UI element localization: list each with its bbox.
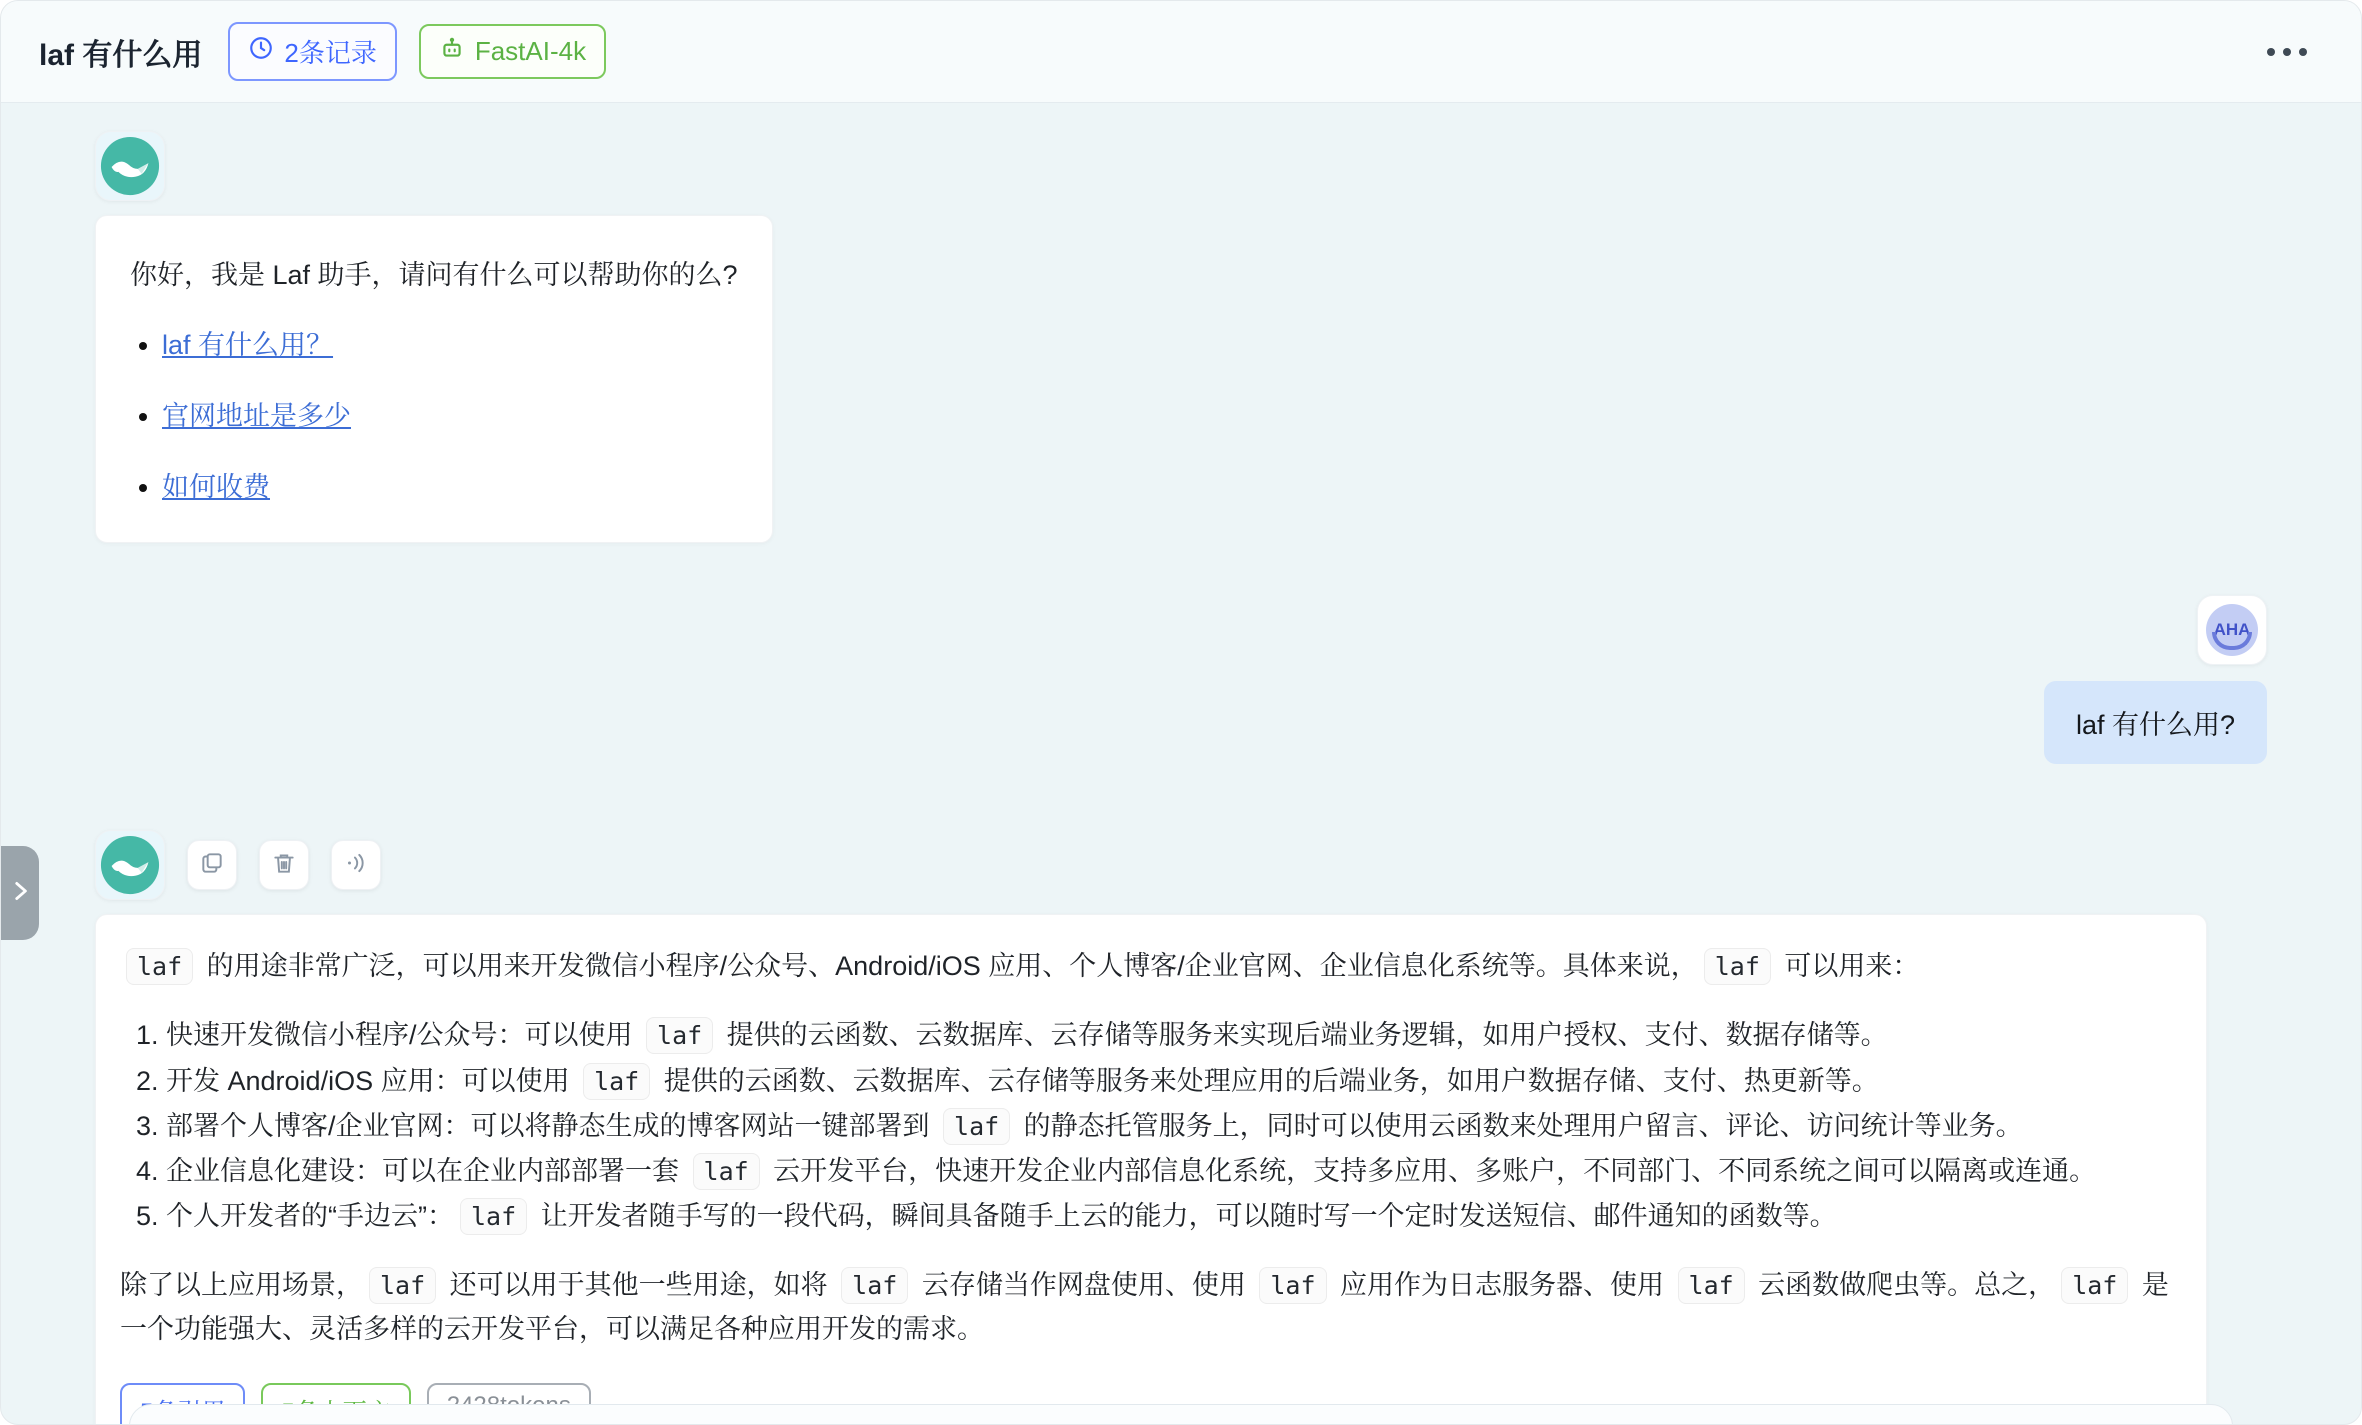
- voice-icon: [343, 850, 369, 881]
- more-menu-icon[interactable]: [2257, 38, 2317, 66]
- list-item: 1. 快速开发微信小程序/公众号：可以使用 laf 提供的云函数、云数据库、云存储等服务来实现后端业务逻辑，如用户授权、支付、数据存储等。: [166, 1014, 2182, 1057]
- suggested-question-link[interactable]: laf 有什么用？: [162, 330, 334, 361]
- suggested-question-link[interactable]: 如何收费: [162, 472, 270, 503]
- list-item: 3. 部署个人博客/企业官网：可以将静态生成的博客网站一键部署到 laf 的静态托管服务上，同时可以使用云函数来处理用户留言、评论、访问统计等业务。: [166, 1105, 2182, 1148]
- copy-button[interactable]: [187, 840, 237, 890]
- assistant-answer-markdown: [120, 945, 2182, 1351]
- user-avatar: [2197, 595, 2267, 665]
- copy-icon: [199, 850, 225, 881]
- user-message-text: laf 有什么用?: [2075, 710, 2235, 741]
- laf-logo-icon: [99, 834, 161, 896]
- chevron-right-icon: [7, 878, 33, 909]
- model-badge-label: FastAI-4k: [474, 36, 587, 66]
- inline-code: laf: [460, 1198, 527, 1235]
- inline-code: laf: [1704, 948, 1771, 985]
- inline-code: laf: [369, 1267, 436, 1304]
- model-badge[interactable]: [419, 24, 606, 79]
- inline-code: laf: [693, 1153, 760, 1190]
- robot-icon: [439, 35, 465, 68]
- chat-scroll-area: [1, 103, 2361, 1425]
- list-item: 4. 企业信息化建设：可以在企业内部部署一套 laf 云开发平台，快速开发企业内部信息化系统，支持多应用、多账户，不同部门、不同系统之间可以隔离或连通。: [166, 1150, 2182, 1193]
- chat-input-panel[interactable]: [129, 1404, 2233, 1425]
- clock-icon: [248, 35, 274, 68]
- inline-code: laf: [2061, 1267, 2128, 1304]
- history-count-badge[interactable]: [228, 22, 396, 81]
- chat-title: laf 有什么用: [39, 38, 203, 72]
- list-item: 5. 个人开发者的“手边云”： laf 让开发者随手写的一段代码，瞬间具备随手上云的能力，可以随时写一个定时发送短信、邮件通知的函数等。: [166, 1195, 2182, 1238]
- inline-code: laf: [126, 948, 193, 985]
- chat-header: [1, 1, 2361, 103]
- assistant-greeting-card: [95, 215, 773, 543]
- inline-code: laf: [1259, 1267, 1326, 1304]
- history-count-label: 2条记录: [284, 38, 377, 68]
- list-item: [162, 323, 738, 362]
- assistant-avatar: [95, 131, 165, 201]
- answer-outro-paragraph: 除了以上应用场景， laf 还可以用于其他一些用途，如将 laf 云存储当作网盘使用、使用 laf 应用作为日志服务器、使用 laf 云函数做爬虫等。总之， laf 是一个功能强大、灵活多样的云开发平台，可以满足各种应用开发的需求。: [120, 1264, 2182, 1350]
- user-message-bubble: [2044, 681, 2267, 764]
- trash-icon: [271, 850, 297, 881]
- laf-logo-icon: [99, 135, 161, 197]
- delete-button[interactable]: [259, 840, 309, 890]
- inline-code: laf: [583, 1063, 650, 1100]
- list-item: 2. 开发 Android/iOS 应用：可以使用 laf 提供的云函数、云数据库、云存储等服务来处理应用的后端业务，如用户数据存储、支付、热更新等。: [166, 1060, 2182, 1103]
- list-item: [162, 465, 738, 504]
- sidebar-expand-button[interactable]: [1, 846, 39, 940]
- assistant-answer-card: [95, 914, 2207, 1425]
- answer-numbered-list: [120, 1014, 2182, 1238]
- assistant-avatar: [95, 830, 165, 900]
- list-item: [162, 394, 738, 433]
- inline-code: laf: [646, 1017, 713, 1054]
- answer-intro-paragraph: laf 的用途非常广泛，可以用来开发微信小程序/公众号、Android/iOS 应用、个人博客/企业官网、企业信息化系统等。具体来说， laf 可以用来：: [120, 945, 2182, 988]
- inline-code: laf: [943, 1108, 1010, 1145]
- greeting-text: 你好，我是 Laf 助手，请问有什么可以帮助你的么?: [130, 260, 738, 290]
- inline-code: laf: [1678, 1267, 1745, 1304]
- suggested-question-link[interactable]: 官网地址是多少: [162, 401, 351, 432]
- suggested-questions-list: [118, 323, 738, 504]
- inline-code: laf: [841, 1267, 908, 1304]
- user-logo-icon: AHA: [2206, 604, 2258, 656]
- read-aloud-button[interactable]: [331, 840, 381, 890]
